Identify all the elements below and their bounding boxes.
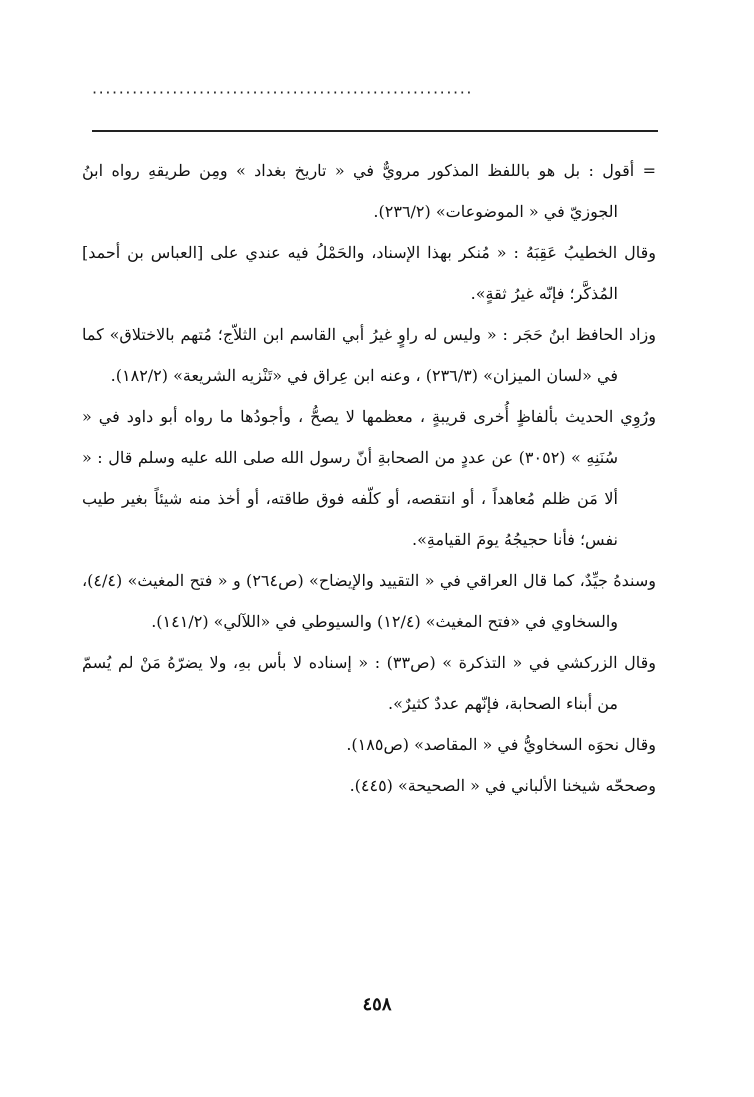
paragraph: ورُوِي الحديث بألفاظٍ أُخرى قريبةٍ ، معظمها لا يصحُّ ، وأجودُها ما رواه أبو داود في « سُنَنِهِ » (٣٠٥٢) عن عددٍ من الصحابةِ أنّ رسول الله صلى الله عليه وسلم قال : « ألا مَن ظلم مُعاهداً ، أو انتقصه، أو كلّفه فوق طاقته، أو أخذ منه شيئاً بغير طيب نفس؛ فأنا حجيجُهُ يومَ القيامةِ». xyxy=(82,407,656,549)
paragraph: وقال الخطيبُ عَقِبَهُ : « مُنكر بهذا الإسناد، والحَمْلُ فيه عندي على [العباس بن أحمد] المُذكَّر؛ فإنّه غيرُ ثقةٍ». xyxy=(82,243,656,303)
paragraph: وقال الزركشي في « التذكرة » (ص٣٣) : « إسناده لا بأس بهِ، ولا يضرّهُ مَنْ لم يُسمّ من أبناء الصحابة، فإنّهم عددٌ كثيرٌ». xyxy=(82,653,656,713)
paragraph: وقال نحوَه السخاويُّ في « المقاصد» (ص١٨٥). xyxy=(346,735,656,754)
paragraph: وسندهُ جيِّدٌ، كما قال العراقي في « التقييد والإيضاح» (ص٢٦٤) و « فتح المغيث» (٤/٤)، والسخاوي في «فتح المغيث» (١٢/٤) والسيوطي في «اللآلي» (١٤١/٢). xyxy=(82,571,656,631)
paragraph: وزاد الحافظ ابنُ حَجَر : « وليس له راوٍ غيرُ أبي القاسم ابن الثلاّج؛ مُتهم بالاختلاق» كما في «لسان الميزان» (٢٣٦/٣) ، وعنه ابن عِراق في «تَنْزيه الشريعة» (١٨٢/٢). xyxy=(82,325,656,385)
paragraph: = أقول : بل هو باللفظ المذكور مرويٌّ في « تاريخ بغداد » ومِن طريقهِ رواه ابنُ الجوزيّ في « الموضوعات» (٢٣٦/٢). xyxy=(82,161,656,221)
header-rule xyxy=(92,130,658,132)
header-dotted-line: ························································· xyxy=(92,84,474,102)
paragraph: وصححّه شيخنا الألباني في « الصحيحة» (٤٤٥). xyxy=(349,776,656,795)
page-number: ٤٥٨ xyxy=(362,994,392,1015)
footnote-body xyxy=(82,150,656,806)
